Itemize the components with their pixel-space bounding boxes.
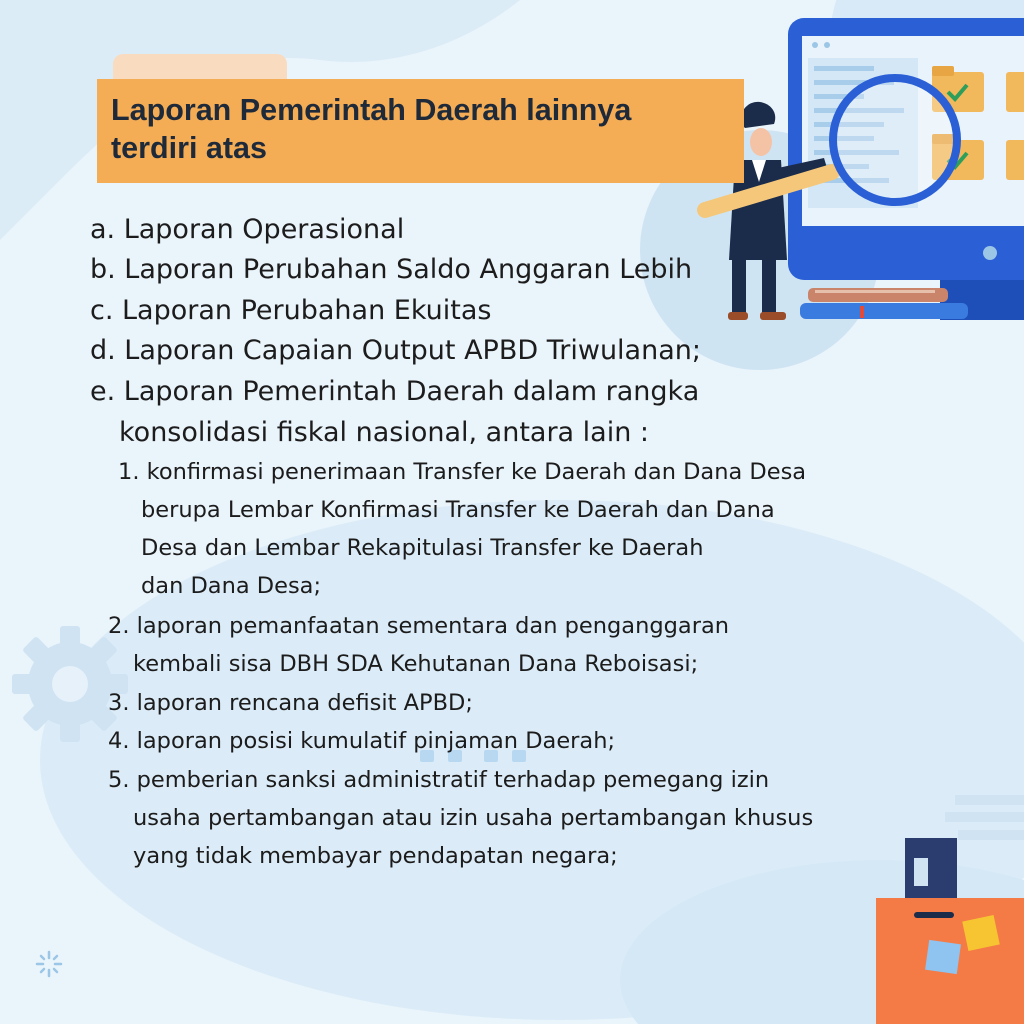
sub-item-1-line-2: berupa Lembar Konfirmasi Transfer ke Daerah dan Dana	[141, 497, 775, 523]
list-item-e-continued: konsolidasi fiskal nasional, antara lain :	[119, 417, 650, 448]
sub-item-5-line-3: yang tidak membayar pendapatan negara;	[133, 843, 618, 869]
sub-item-2-line-2: kembali sisa DBH SDA Kehutanan Dana Reboisasi;	[133, 651, 699, 677]
title-line-1: Laporan Pemerintah Daerah lainnya	[111, 93, 632, 127]
sub-item-3: 3. laporan rencana defisit APBD;	[108, 690, 473, 716]
list-item-e: e. Laporan Pemerintah Daerah dalam rangka	[90, 376, 700, 407]
list-item-b: b. Laporan Perubahan Saldo Anggaran Lebih	[90, 254, 693, 285]
sub-item-1: 1. konfirmasi penerimaan Transfer ke Daerah dan Dana Desa	[118, 459, 807, 485]
sub-item-4: 4. laporan posisi kumulatif pinjaman Daerah;	[108, 728, 616, 754]
binder-icon	[905, 838, 957, 908]
list-item-d: d. Laporan Capaian Output APBD Triwulanan;	[90, 335, 701, 366]
sub-item-2: 2. laporan pemanfaatan sementara dan penganggaran	[108, 613, 730, 639]
list-item-a: a. Laporan Operasional	[90, 214, 405, 245]
sub-item-1-line-3: Desa dan Lembar Rekapitulasi Transfer ke Daerah	[141, 535, 704, 561]
sub-item-5: 5. pemberian sanksi administratif terhadap pemegang izin	[108, 767, 770, 793]
sub-item-1-line-4: dan Dana Desa;	[141, 573, 322, 599]
page-title	[97, 79, 744, 183]
sub-item-5-line-2: usaha pertambangan atau izin usaha pertambangan khusus	[133, 805, 814, 831]
title-line-2: terdiri atas	[111, 131, 267, 165]
list-item-c: c. Laporan Perubahan Ekuitas	[90, 295, 492, 326]
